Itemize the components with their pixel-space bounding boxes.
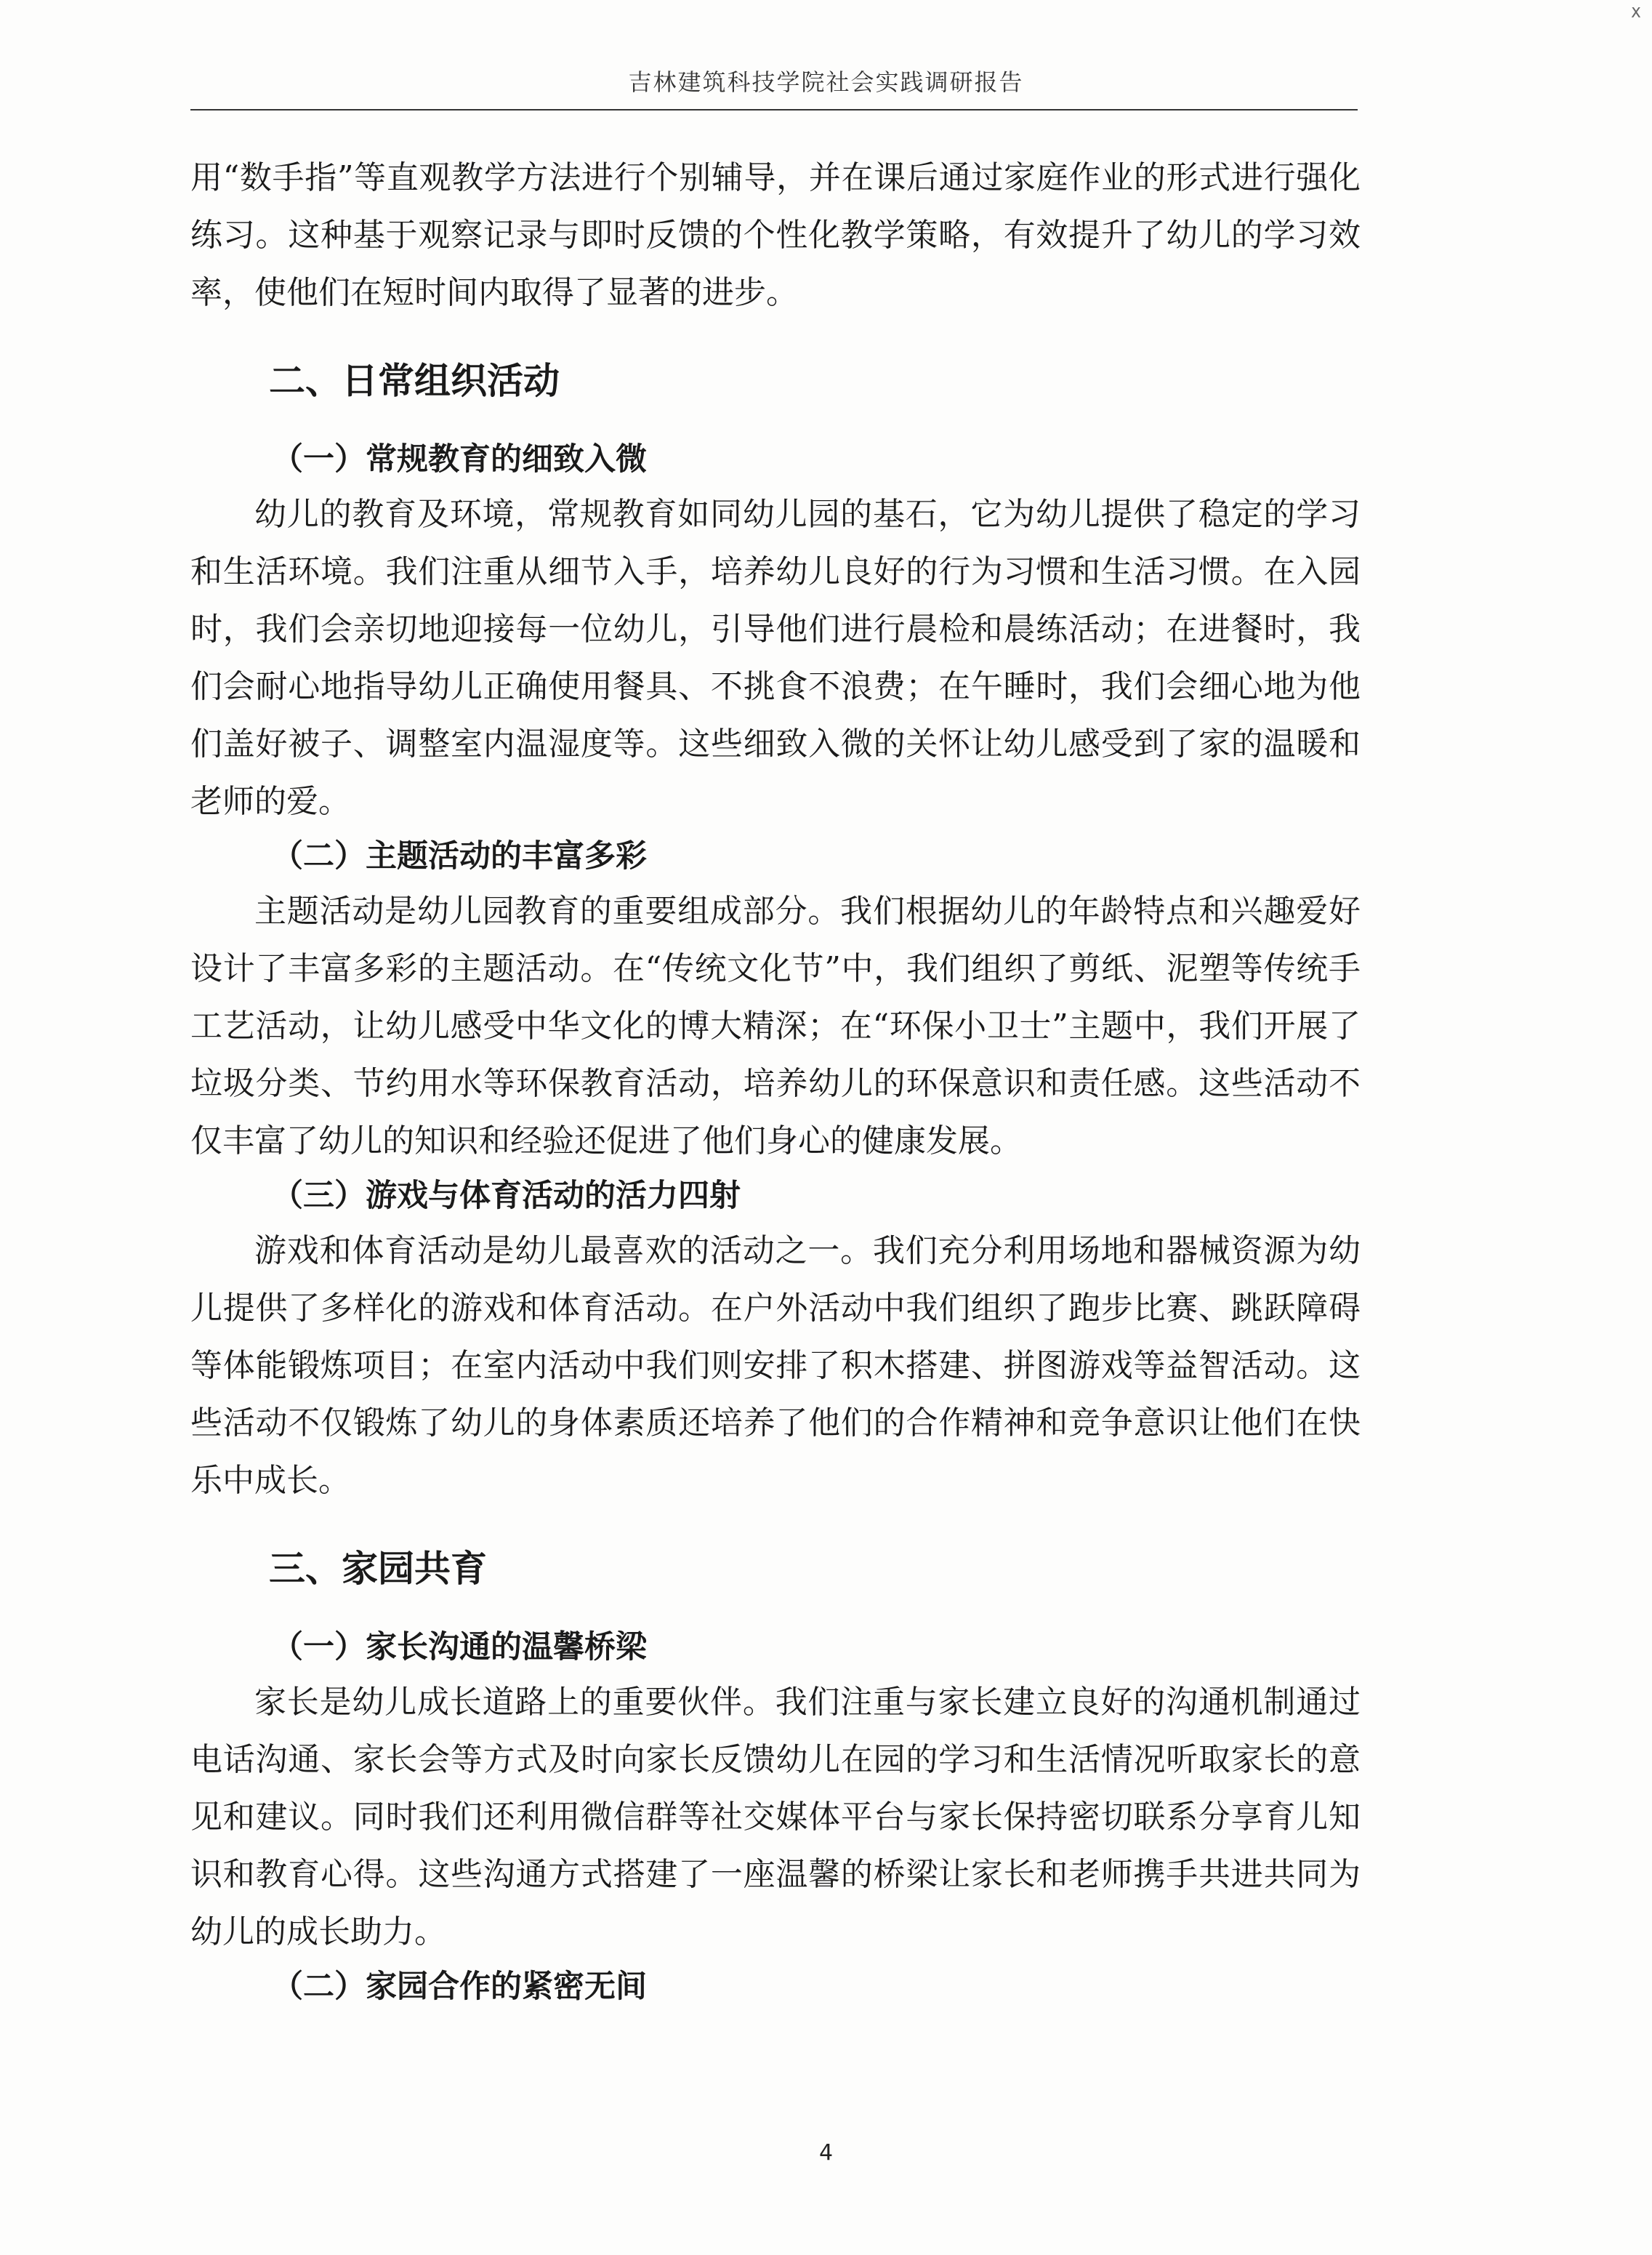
document-body [190,149,1361,2013]
intro-paragraph: 用“数手指”等直观教学方法进行个别辅导，并在课后通过家庭作业的形式进行强化练习。这种基于观察记录与即时反馈的个性化教学策略，有效提升了幼儿的学习效率，使他们在短时间内取得了显著的进步。 [190,159,1361,311]
header-divider [190,109,1358,110]
section-3-1-paragraph: 家长是幼儿成长道路上的重要伙伴。我们注重与家长建立良好的沟通机制通过电话沟通、家长会等方式及时向家长反馈幼儿在园的学习和生活情况听取家长的意见和建议。同时我们还利用微信群等社交媒体平台与家长保持密切联系分享育儿知识和教育心得。这些沟通方式搭建了一座温馨的桥梁让家长和老师携手共进共同为幼儿的成长助力。 [190,1684,1361,1950]
section-2-2-heading: （二）主题活动的丰富多彩 [272,838,647,875]
section-2-1-heading: （一）常规教育的细致入微 [272,441,647,478]
section-2-1-paragraph: 幼儿的教育及环境，常规教育如同幼儿园的基石，它为幼儿提供了稳定的学习和生活环境。我们注重从细节入手，培养幼儿良好的行为习惯和生活习惯。在入园时，我们会亲切地迎接每一位幼儿，引导他们进行晨检和晨练活动；在进餐时，我们会耐心地指导幼儿正确使用餐具、不挑食不浪费；在午睡时，我们会细心地为他们盖好被子、调整室内温湿度等。这些细致入微的关怀让幼儿感受到了家的温暖和老师的爱。 [190,496,1361,820]
section-2-2-paragraph: 主题活动是幼儿园教育的重要组成部分。我们根据幼儿的年龄特点和兴趣爱好设计了丰富多彩的主题活动。在“传统文化节”中，我们组织了剪纸、泥塑等传统手工艺活动，让幼儿感受中华文化的博大精深；在“环保小卫士”主题中，我们开展了垃圾分类、节约用水等环保教育活动，培养幼儿的环保意识和责任感。这些活动不仅丰富了幼儿的知识和经验还促进了他们身心的健康发展。 [190,893,1361,1159]
section-2-heading: 二、日常组织活动 [269,360,560,402]
section-3-2-heading: （二）家园合作的紧密无间 [272,1969,647,2005]
section-2-3-heading: （三）游戏与体育活动的活力四射 [272,1178,741,1214]
section-3-1-heading: （一）家长沟通的温馨桥梁 [272,1629,647,1665]
running-header: 吉林建筑科技学院社会实践调研报告 [628,68,1024,96]
section-3-heading: 三、家园共育 [269,1548,487,1590]
corner-scan-mark: ᕁ [1629,3,1642,32]
section-2-3-paragraph: 游戏和体育活动是幼儿最喜欢的活动之一。我们充分利用场地和器械资源为幼儿提供了多样化的游戏和体育活动。在户外活动中我们组织了跑步比赛、跳跃障碍等体能锻炼项目；在室内活动中我们则安排了积木搭建、拼图游戏等益智活动。这些活动不仅锻炼了幼儿的身体素质还培养了他们的合作精神和竞争意识让他们在快乐中成长。 [190,1232,1361,1499]
page-number: 4 [818,2140,834,2166]
